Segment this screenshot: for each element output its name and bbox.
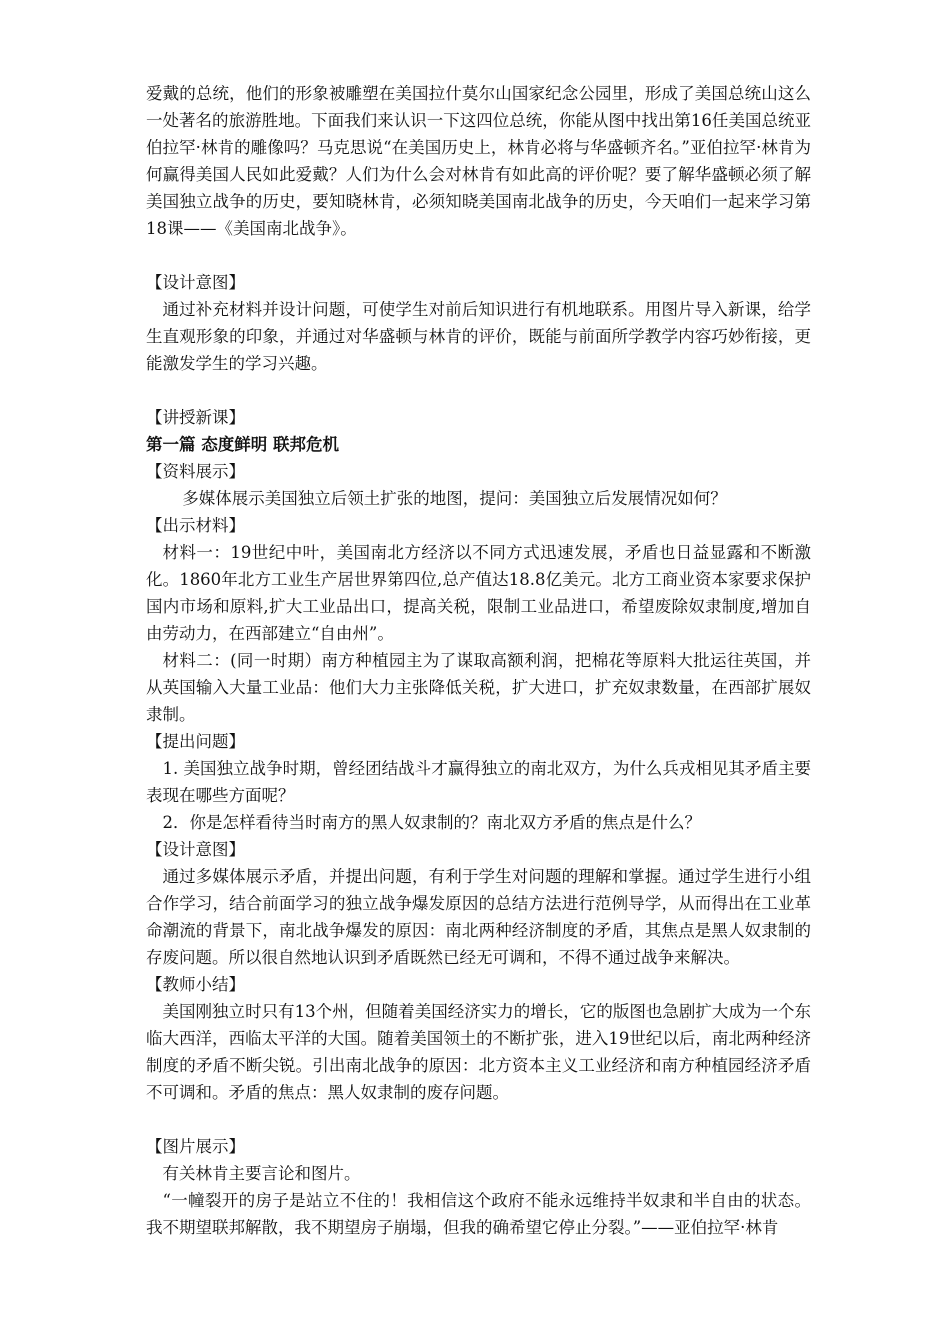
question-one: 1. 美国独立战争时期，曾经团结战斗才赢得独立的南北双方，为什么兵戎相见其矛盾主要表现在哪些方面呢？ — [146, 759, 811, 805]
teacher-summary-label: 【教师小结】 — [146, 975, 245, 994]
intro-paragraph: 爱戴的总统，他们的形象被雕塑在美国拉什莫尔山国家纪念公园里，形成了美国总统山这么一处著名的旅游胜地。下面我们来认识一下这四位总统，你能从图中找出第16任美国总统亚伯拉罕·林肯的雕像吗？马克思说“在美国历史上，林肯必将与华盛顿齐名。”亚伯拉罕·林肯为何赢得美国人民如此爱戴？人们为什么会对林肯有如此高的评价呢？要了解华盛顿必须了解美国独立战争的历史，要知晓林肯，必须知晓美国南北战争的历史，今天咱们一起来学习第18课——《美国南北战争》。 — [146, 84, 811, 238]
document-page — [146, 80, 811, 1241]
data-display-label: 【资料展示】 — [146, 462, 245, 481]
teacher-summary-paragraph: 美国刚独立时只有13个州，但随着美国经济实力的增长，它的版图也急剧扩大成为一个东临大西洋，西临太平洋的大国。随着美国领土的不断扩张，进入19世纪以后，南北两种经济制度的矛盾不断尖锐。引出南北战争的原因：北方资本主义工业经济和南方种植园经济矛盾不可调和。矛盾的焦点：黑人奴隶制的废存问题。 — [146, 1002, 811, 1102]
material-one-paragraph: 材料一：19世纪中叶，美国南北方经济以不同方式迅速发展，矛盾也日益显露和不断激化。1860年北方工业生产居世界第四位,总产值达18.8亿美元。北方工商业资本家要求保护国内市场和原料,扩大工业品出口，提高关税，限制工业品进口，希望废除奴隶制度,增加自由劳动力，在西部建立“自由州”。 — [146, 543, 811, 643]
design-intent-label: 【设计意图】 — [146, 273, 245, 292]
design-intent-paragraph: 通过多媒体展示矛盾，并提出问题，有利于学生对问题的理解和掌握。通过学生进行小组合作学习，结合前面学习的独立战争爆发原因的总结方法进行范例导学，从而得出在工业革命潮流的背景下，南北战争爆发的原因：南北两种经济制度的矛盾，其焦点是黑人奴隶制的存废问题。所以很自然地认识到矛盾既然已经无可调和，不得不通过战争来解决。 — [146, 867, 811, 967]
blank-line — [146, 1106, 811, 1133]
blank-line — [146, 242, 811, 269]
new-lesson-label: 【讲授新课】 — [146, 408, 245, 427]
picture-display-intro: 有关林肯主要言论和图片。 — [162, 1164, 361, 1183]
picture-display-label: 【图片展示】 — [146, 1137, 245, 1156]
lincoln-quote: “一幢裂开的房子是站立不住的！我相信这个政府不能永远维持半奴隶和半自由的状态。我不期望联邦解散，我不期望房子崩塌，但我的确希望它停止分裂。”——亚伯拉罕·林肯 — [146, 1191, 811, 1237]
design-intent-label: 【设计意图】 — [146, 840, 245, 859]
materials-label: 【出示材料】 — [146, 516, 245, 535]
blank-line — [146, 377, 811, 404]
data-display-paragraph: 多媒体展示美国独立后领土扩张的地图，提问：美国独立后发展情况如何？ — [182, 489, 727, 508]
question-two: 2．你是怎样看待当时南方的黑人奴隶制的？南北双方矛盾的焦点是什么？ — [162, 813, 701, 832]
design-intent-paragraph: 通过补充材料并设计问题，可使学生对前后知识进行有机地联系。用图片导入新课，给学生直观形象的印象，并通过对华盛顿与林肯的评价，既能与前面所学教学内容巧妙衔接，更能激发学生的学习兴趣。 — [146, 300, 811, 373]
material-two-paragraph: 材料二：(同一时期）南方种植园主为了谋取高额利润，把棉花等原料大批运往英国，并从英国输入大量工业品：他们大力主张降低关税，扩大进口，扩充奴隶数量，在西部扩展奴隶制。 — [146, 651, 811, 724]
questions-label: 【提出问题】 — [146, 732, 245, 751]
part-title: 第一篇 态度鲜明 联邦危机 — [146, 435, 339, 454]
